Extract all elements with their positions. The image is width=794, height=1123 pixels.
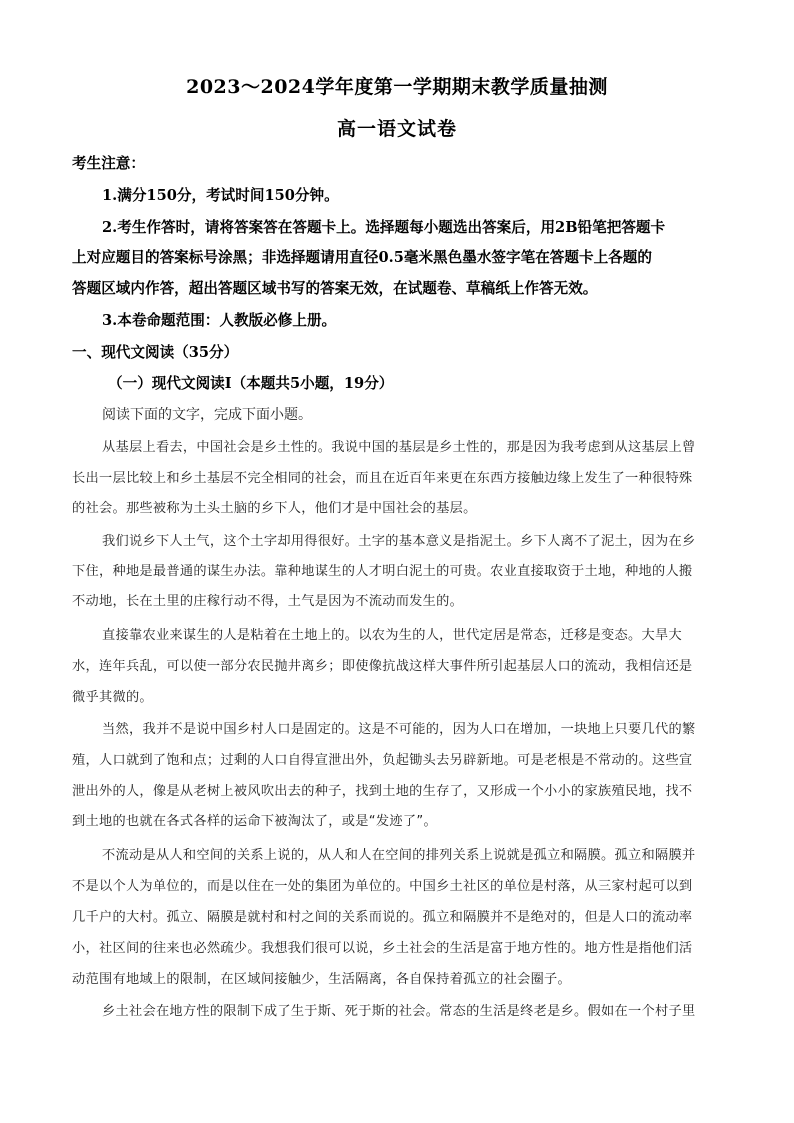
passage-line: 长出一层比较上和乡土基层不完全相同的社会，而且在近百年来更在东西方接触边缘上发生了一种很特殊 xyxy=(72,471,693,486)
notice-item-2-line-1: 2.考生作答时，请将答案答在答题卡上。选择题每小题选出答案后，用2B铅笔把答题卡 xyxy=(102,219,666,236)
passage-line: 微乎其微的。 xyxy=(72,690,153,705)
passage-line: 从基层上看去，中国社会是乡土性的。我说中国的基层是乡土性的，那是因为我考虑到从这基层上曾 xyxy=(102,440,696,455)
passage-line: 乡土社会在地方性的限制下成了生于斯、死于斯的社会。常态的生活是终老是乡。假如在一个村子里 xyxy=(102,1004,696,1019)
exam-title: 2023～2024学年度第一学期期末教学质量抽测 xyxy=(186,76,608,98)
passage-line: 动范围有地域上的限制，在区域间接触少，生活隔离，各自保持着孤立的社会圈子。 xyxy=(72,972,572,987)
passage-line: 到土地的也就在各式各样的运命下被淘汰了，或是“发迹了”。 xyxy=(72,814,437,829)
section-heading: 一、现代文阅读（35分） xyxy=(72,344,239,361)
passage-line: 殖，人口就到了饱和点；过剩的人口自得宣泄出外，负起锄头去另辟新地。可是老根是不常动的。这些宣 xyxy=(72,753,693,768)
reading-instruction: 阅读下面的文字，完成下面小题。 xyxy=(102,407,312,423)
notice-label: 考生注意： xyxy=(72,155,145,172)
passage-line: 当然，我并不是说中国乡村人口是固定的。这是不可能的，因为人口在增加，一块地上只要几代的繁 xyxy=(102,722,696,737)
passage-line: 直接靠农业来谋生的人是粘着在土地上的。以农为生的人，世代定居是常态，迁移是变态。大旱大 xyxy=(102,628,682,643)
notice-item-2-line-2: 上对应题目的答案标号涂黑；非选择题请用直径0.5毫米黑色墨水签字笔在答题卡上各题的 xyxy=(72,249,652,266)
passage-line: 的社会。那些被称为土头土脑的乡下人，他们才是中国社会的基层。 xyxy=(72,501,477,516)
notice-item-1: 1.满分150分，考试时间150分钟。 xyxy=(102,187,339,204)
passage-line: 水，连年兵乱，可以使一部分农民抛井离乡；即使像抗战这样大事件所引起基层人口的流动，我相信还是 xyxy=(72,659,693,674)
passage-line: 不是以个人为单位的，而是以住在一处的集团为单位的。中国乡土社区的单位是村落，从三家村起可以到 xyxy=(72,879,693,894)
passage-line: 小，社区间的往来也必然疏少。我想我们很可以说，乡土社会的生活是富于地方性的。地方性是指他们活 xyxy=(72,941,693,956)
passage-line: 下住，种地是最普通的谋生办法。靠种地谋生的人才明白泥土的可贵。农业直接取资于土地，种地的人搬 xyxy=(72,564,693,579)
passage-line: 不动地，长在土里的庄稼行动不得，土气是因为不流动而发生的。 xyxy=(72,594,464,609)
passage-line: 不流动是从人和空间的关系上说的，从人和人在空间的排列关系上说就是孤立和隔膜。孤立和隔膜并 xyxy=(102,848,696,863)
passage-line: 我们说乡下人土气，这个土字却用得很好。土字的基本意义是指泥土。乡下人离不了泥土，因为在乡 xyxy=(102,534,696,549)
passage-line: 几千户的大村。孤立、隔膜是就村和村之间的关系而说的。孤立和隔膜并不是绝对的，但是人口的流动率 xyxy=(72,910,693,925)
notice-item-2-line-3: 答题区域内作答，超出答题区域书写的答案无效，在试题卷、草稿纸上作答无效。 xyxy=(72,280,598,297)
exam-subtitle: 高一语文试卷 xyxy=(336,118,457,140)
subsection-heading: （一）现代文阅读Ⅰ（本题共5小题，19分） xyxy=(108,375,394,392)
notice-item-3: 3.本卷命题范围：人教版必修上册。 xyxy=(102,312,337,329)
passage-line: 泄出外的人，像是从老树上被风吹出去的种子，找到土地的生存了，又形成一个小小的家族殖民地，找不 xyxy=(72,784,693,799)
